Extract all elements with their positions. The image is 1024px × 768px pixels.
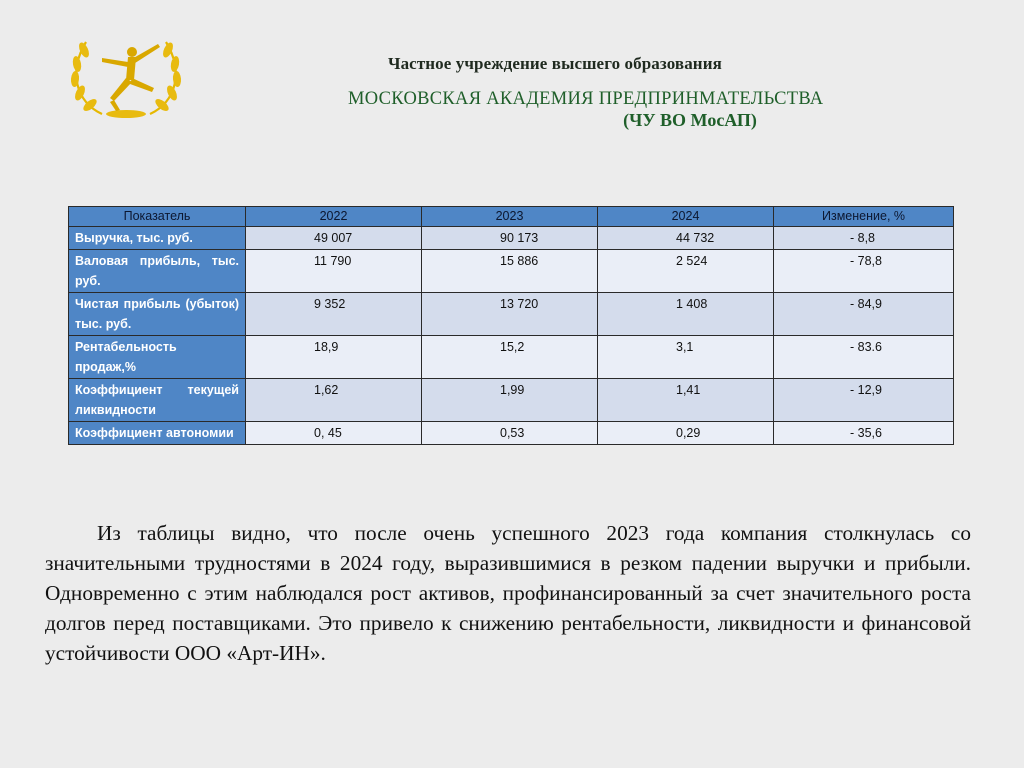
table-row xyxy=(69,227,954,250)
table-row xyxy=(69,379,954,422)
column-header: 2024 xyxy=(598,207,774,227)
table-row xyxy=(69,250,954,293)
value-2022: 11 790 xyxy=(246,250,422,293)
value-2024: 1 408 xyxy=(598,293,774,336)
analysis-paragraph: Из таблицы видно, что после очень успешного 2023 года компания столкнулась со значительными трудностями в 2024 году, выразившимися в резком падении выручки и прибыли. Одновременно с этим наблюдался рост активов, профинансированный за счет значительного роста долгов перед поставщиками. Это привело к снижению рентабельности, ликвидности и финансовой устойчивости ООО «Арт-ИН». xyxy=(45,521,971,665)
row-label: Коэффициент текущей ликвидности xyxy=(69,379,246,422)
value-2023: 15 886 xyxy=(422,250,598,293)
value-change: - 35,6 xyxy=(774,422,954,445)
column-header: 2022 xyxy=(246,207,422,227)
column-header: Показатель xyxy=(69,207,246,227)
value-change: - 83.6 xyxy=(774,336,954,379)
financial-indicators-table xyxy=(68,206,954,445)
table-row xyxy=(69,336,954,379)
row-label: Выручка, тыс. руб. xyxy=(69,227,246,250)
academy-name-title: МОСКОВСКАЯ АКАДЕМИЯ ПРЕДПРИНМАТЕЛЬСТВА xyxy=(348,89,824,109)
value-change: - 8,8 xyxy=(774,227,954,250)
value-2023: 0,53 xyxy=(422,422,598,445)
table-row xyxy=(69,422,954,445)
value-2022: 18,9 xyxy=(246,336,422,379)
row-label: Коэффициент автономии xyxy=(69,422,246,445)
value-2024: 3,1 xyxy=(598,336,774,379)
value-2022: 49 007 xyxy=(246,227,422,250)
value-2022: 9 352 xyxy=(246,293,422,336)
column-header: Изменение, % xyxy=(774,207,954,227)
value-2022: 0, 45 xyxy=(246,422,422,445)
value-2023: 1,99 xyxy=(422,379,598,422)
row-label: Валовая прибыль, тыс. руб. xyxy=(69,250,246,293)
institution-type-title: Частное учреждение высшего образования xyxy=(388,54,722,73)
value-change: - 12,9 xyxy=(774,379,954,422)
value-2024: 2 524 xyxy=(598,250,774,293)
value-change: - 84,9 xyxy=(774,293,954,336)
value-2024: 44 732 xyxy=(598,227,774,250)
value-2023: 15,2 xyxy=(422,336,598,379)
row-label: Чистая прибыль (убыток) тыс. руб. xyxy=(69,293,246,336)
value-2024: 1,41 xyxy=(598,379,774,422)
academy-abbreviation: (ЧУ ВО МосАП) xyxy=(623,110,757,130)
row-label: Рентабельность продаж,% xyxy=(69,336,246,379)
value-2024: 0,29 xyxy=(598,422,774,445)
laurel-wreath-figure-logo xyxy=(62,28,190,120)
value-2023: 90 173 xyxy=(422,227,598,250)
table-row xyxy=(69,293,954,336)
value-2023: 13 720 xyxy=(422,293,598,336)
table-header-row xyxy=(69,207,954,227)
value-2022: 1,62 xyxy=(246,379,422,422)
value-change: - 78,8 xyxy=(774,250,954,293)
column-header: 2023 xyxy=(422,207,598,227)
